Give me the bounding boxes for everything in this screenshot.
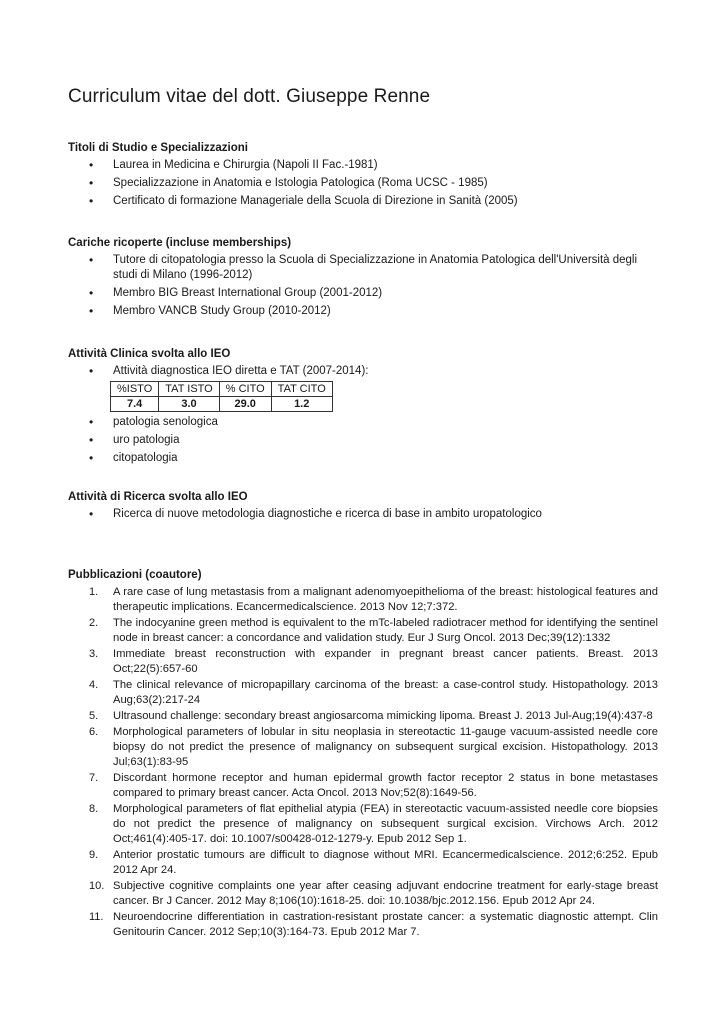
publication-text: Ultrasound challenge: secondary breast angiosarcoma mimicking lipoma. Breast J. 2013 Jul-Aug;19(4):437-8 [113,710,653,722]
table-header-row [111,382,333,397]
table-cell: 29.0 [219,397,271,412]
section-cariche [68,237,658,322]
publication-number: 4. [89,679,99,691]
list-item: • Attività diagnostica IEO diretta e TAT (2007-2014): [68,364,658,379]
list-item: • uro patologia [68,433,658,448]
section-ricerca [68,491,658,525]
section-clinica [68,348,658,469]
table-row [111,397,333,412]
publication-item [68,771,658,801]
section-heading-pubblicazioni: Pubblicazioni (coautore) [68,569,202,581]
list-item: • Membro VANCB Study Group (2010-2012) [68,304,658,319]
list-item: • Membro BIG Breast International Group (2001-2012) [68,286,658,301]
publication-number: 3. [89,648,99,660]
document-title: Curriculum vitae del dott. Giuseppe Renne [68,86,431,107]
table-header-cell: %ISTO [111,382,159,397]
publication-item [68,585,658,615]
section-heading-ricerca: Attività di Ricerca svolta allo IEO [68,491,248,503]
table-cell: 3.0 [159,397,219,412]
list-item: • Tutore di citopatologia presso la Scuola di Specializzazione in Anatomia Patologica dell'Università degli studi di Milano (1996-2012) [68,253,658,283]
list-item: • Certificato di formazione Manageriale della Scuola di Direzione in Sanità (2005) [68,194,658,209]
publication-text: Immediate breast reconstruction with expander in pregnant breast cancer patients. Breast. 2013 Oct;22(5):657-60 [113,648,658,675]
publication-text: Morphological parameters of lobular in situ neoplasia in stereotactic 11-gauge vacuum-assisted needle core biopsy do not predict the presence of malignancy on subsequent surgical excision. Histopathology. 2013 Jul;63(1):83-95 [113,726,658,768]
clinica-areas-list [68,415,658,466]
table-cell: 7.4 [111,397,159,412]
publication-number: 7. [89,772,99,784]
publication-text: Anterior prostatic tumours are difficult to diagnose without MRI. Ecancermedicalscience. 2012;6:252. Epub 2012 Apr 24. [113,849,658,876]
publication-item [68,725,658,770]
publication-item [68,910,658,940]
table-cell: 1.2 [271,397,332,412]
publication-number: 8. [89,803,99,815]
publication-number: 1. [89,586,99,598]
cariche-list [68,253,658,319]
list-item: • Laurea in Medicina e Chirurgia (Napoli II Fac.-1981) [68,158,658,173]
publication-item [68,879,658,909]
publication-item [68,616,658,646]
table-header-cell: TAT CITO [271,382,332,397]
tat-table [110,381,333,412]
list-item: • citopatologia [68,451,658,466]
publication-text: Subjective cognitive complaints one year after ceasing adjuvant endocrine treatment for early-stage breast cancer. Br J Cancer. 2012 May 8;106(10):1618-25. doi: 10.1038/bjc.2012.156. Epub 2012 Apr 24. [113,880,658,907]
section-heading-titoli: Titoli di Studio e Specializzazioni [68,142,248,154]
table-header-cell: % CITO [219,382,271,397]
section-titoli [68,142,658,212]
publication-number: 5. [89,710,99,722]
titoli-list [68,158,658,209]
publication-text: The clinical relevance of micropapillary carcinoma of the breast: a case-control study. Histopathology. 2013 Aug;63(2):217-24 [113,679,658,706]
publication-item [68,709,658,724]
publication-number: 9. [89,849,99,861]
publication-text: Neuroendocrine differentiation in castration-resistant prostate cancer: a systematic diagnostic attempt. Clin Genitourin Cancer. 2012 Sep;10(3):164-73. Epub 2012 Mar 7. [113,911,658,938]
publication-item [68,802,658,847]
publications-list [68,585,658,940]
publication-text: Discordant hormone receptor and human epidermal growth factor receptor 2 status in bone metastases compared to primary breast cancer. Acta Oncol. 2013 Nov;52(8):1649-56. [113,772,658,799]
section-pubblicazioni [68,569,658,941]
publication-item [68,848,658,878]
publication-text: A rare case of lung metastasis from a malignant adenomyoepithelioma of the breast: histological features and therapeutic implications. Ecancermedicalscience. 2013 Nov 12;7:372. [113,586,658,613]
publication-number: 10. [89,880,105,892]
publication-text: The indocyanine green method is equivalent to the mTc-labeled radiotracer method for identifying the sentinel node in breast cancer: a concordance and validation study. Eur J Surg Oncol. 2013 Dec;39(12):1332 [113,617,658,644]
table-header-cell: TAT ISTO [159,382,219,397]
publication-number: 2. [89,617,99,629]
publication-text: Morphological parameters of flat epithelial atypia (FEA) in stereotactic vacuum-assisted needle core biopsies do not predict the presence of malignancy on subsequent surgical excision. Virchows Arch. 2012 Oct;461(4):405-17. doi: 10.1007/s00428-012-1279-y. Epub 2012 Sep 1. [113,803,658,845]
section-heading-clinica: Attività Clinica svolta allo IEO [68,348,231,360]
section-heading-cariche: Cariche ricoperte (incluse memberships) [68,237,292,249]
publication-item [68,647,658,677]
list-item: • patologia senologica [68,415,658,430]
ricerca-list [68,507,658,522]
list-item: • Ricerca di nuove metodologia diagnostiche e ricerca di base in ambito uropatologico [68,507,658,522]
list-item: • Specializzazione in Anatomia e Istologia Patologica (Roma UCSC - 1985) [68,176,658,191]
publication-item [68,678,658,708]
clinica-list [68,364,658,379]
publication-number: 11. [89,911,104,923]
publication-number: 6. [89,726,99,738]
